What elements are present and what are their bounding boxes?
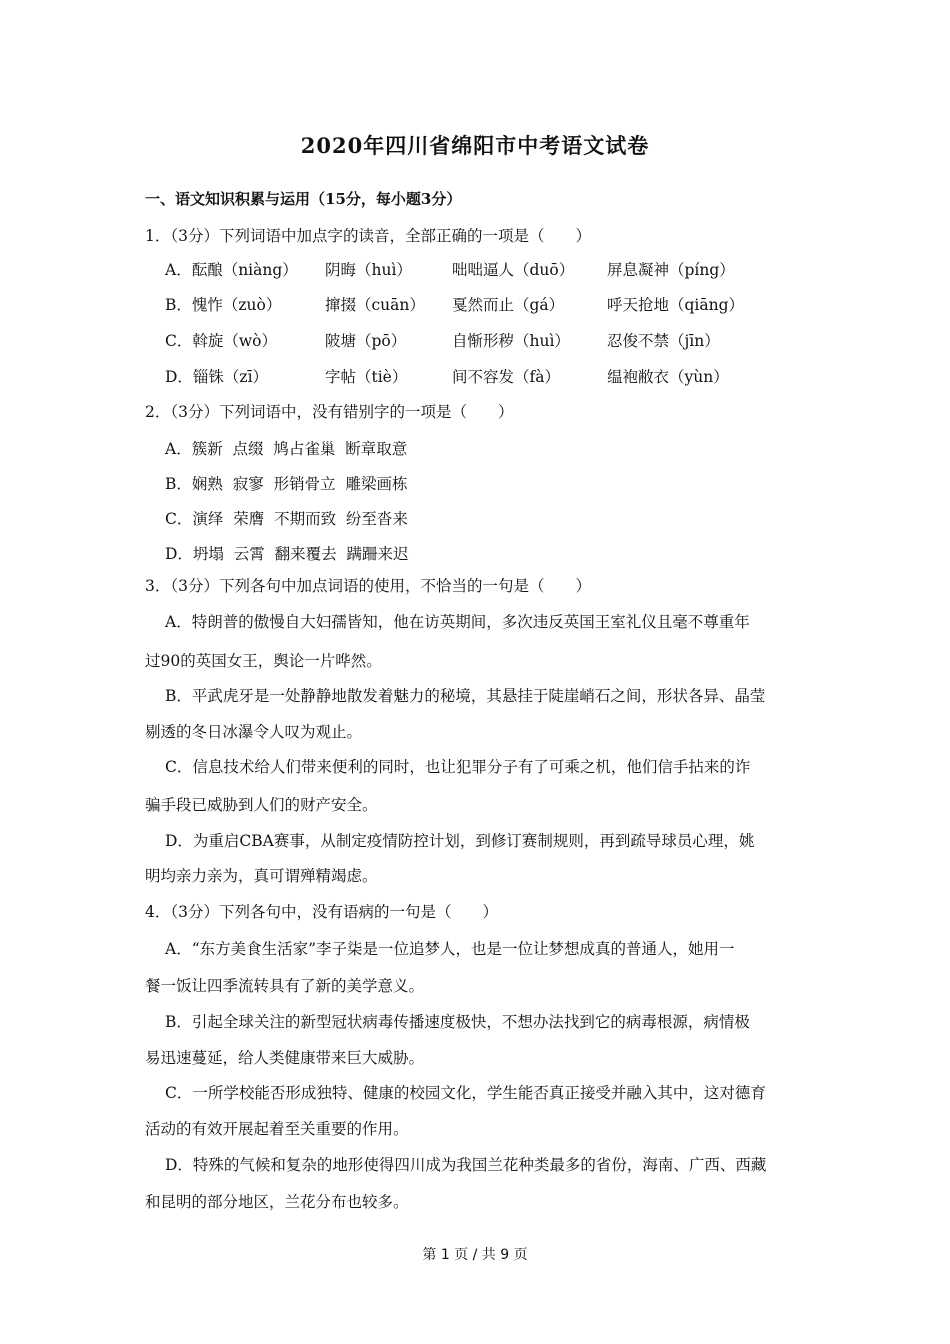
- question-3-option-d-line-2: 明均亲力亲为，真可谓殚精竭虑。: [145, 867, 378, 885]
- question-4-option-d-line-1: D．特殊的气候和复杂的地形使得四川成为我国兰花种类最多的省份，海南、广西、西藏: [165, 1156, 767, 1174]
- option-cell: 间不容发（fà）: [452, 368, 560, 386]
- question-3-stem: 3．（3分）下列各句中加点词语的使用，不恰当的一句是（ ）: [145, 577, 591, 595]
- question-2-option-c: C．演绎 荣膺 不期而致 纷至沓来: [165, 510, 408, 528]
- option-cell: C．斡旋（wò）: [165, 332, 277, 350]
- question-2-option-a: A．簇新 点缀 鸠占雀巢 断章取意: [165, 440, 408, 458]
- question-4-option-b-line-2: 易迅速蔓延，给人类健康带来巨大威胁。: [145, 1049, 425, 1067]
- question-3-option-c-line-2: 骗手段已威胁到人们的财产安全。: [145, 796, 378, 814]
- question-3-option-a-line-1: A．特朗普的傲慢自大妇孺皆知，他在访英期间，多次违反英国王室礼仪且毫不尊重年: [165, 613, 750, 631]
- option-cell: 阴晦（huì）: [325, 261, 412, 279]
- option-cell: 字帖（tiè）: [325, 368, 408, 386]
- option-cell: B．愧怍（zuò）: [165, 296, 282, 314]
- option-cell: 呼天抢地（qiāng）: [607, 296, 745, 314]
- question-4-option-a-line-2: 餐一饭让四季流转具有了新的美学意义。: [145, 977, 425, 995]
- option-cell: 陂塘（pō）: [325, 332, 407, 350]
- question-2-option-d: D．坍塌 云霄 翻来覆去 蹒跚来迟: [165, 545, 409, 563]
- option-cell: 缊袍敝衣（yùn）: [607, 368, 729, 386]
- question-1-stem: 1．（3分）下列词语中加点字的读音，全部正确的一项是（ ）: [145, 227, 591, 245]
- question-4-option-c-line-1: C．一所学校能否形成独特、健康的校园文化，学生能否真正接受并融入其中，这对德育: [165, 1084, 766, 1102]
- option-cell: 屏息凝神（píng）: [607, 261, 735, 279]
- question-4-option-a-line-1: A．“东方美食生活家”李子柒是一位追梦人，也是一位让梦想成真的普通人，她用一: [165, 940, 735, 958]
- section-heading: 一、语文知识积累与运用（15分，每小题3分）: [145, 190, 462, 208]
- question-4-option-d-line-2: 和昆明的部分地区，兰花分布也较多。: [145, 1193, 409, 1211]
- question-3-option-d-line-1: D．为重启CBA赛事，从制定疫情防控计划，到修订赛制规则，再到疏导球员心理，姚: [165, 832, 755, 850]
- option-cell: D．锱铢（zī）: [165, 368, 269, 386]
- question-3-option-c-line-1: C．信息技术给人们带来便利的同时，也让犯罪分子有了可乘之机，他们信手拈来的诈: [165, 758, 751, 776]
- question-3-option-b-line-2: 剔透的冬日冰瀑令人叹为观止。: [145, 723, 363, 741]
- question-3-option-b-line-1: B．平武虎牙是一处静静地散发着魅力的秘境，其悬挂于陡崖峭石之间，形状各异、晶莹: [165, 687, 766, 705]
- option-cell: 自惭形秽（huì）: [452, 332, 570, 350]
- option-cell: 咄咄逼人（duō）: [452, 261, 575, 279]
- question-2-stem: 2．（3分）下列词语中，没有错别字的一项是（ ）: [145, 403, 514, 421]
- option-cell: 忍俊不禁（jīn）: [607, 332, 720, 350]
- question-4-stem: 4．（3分）下列各句中，没有语病的一句是（ ）: [145, 903, 498, 921]
- question-2-option-b: B．娴熟 寂寥 形销骨立 雕梁画栋: [165, 475, 408, 493]
- page-title: 2020年四川省绵阳市中考语文试卷: [300, 133, 650, 158]
- option-cell: 撺掇（cuān）: [325, 296, 425, 314]
- question-4-option-b-line-1: B．引起全球关注的新型冠状病毒传播速度极快，不想办法找到它的病毒根源，病情极: [165, 1013, 750, 1031]
- option-cell: A．酝酿（niàng）: [165, 261, 298, 279]
- option-cell: 戛然而止（gá）: [452, 296, 565, 314]
- question-4-option-c-line-2: 活动的有效开展起着至关重要的作用。: [145, 1120, 409, 1138]
- question-3-option-a-line-2: 过90的英国女王，舆论一片哗然。: [145, 652, 382, 670]
- page-number-footer: 第 1 页 / 共 9 页: [422, 1247, 528, 1263]
